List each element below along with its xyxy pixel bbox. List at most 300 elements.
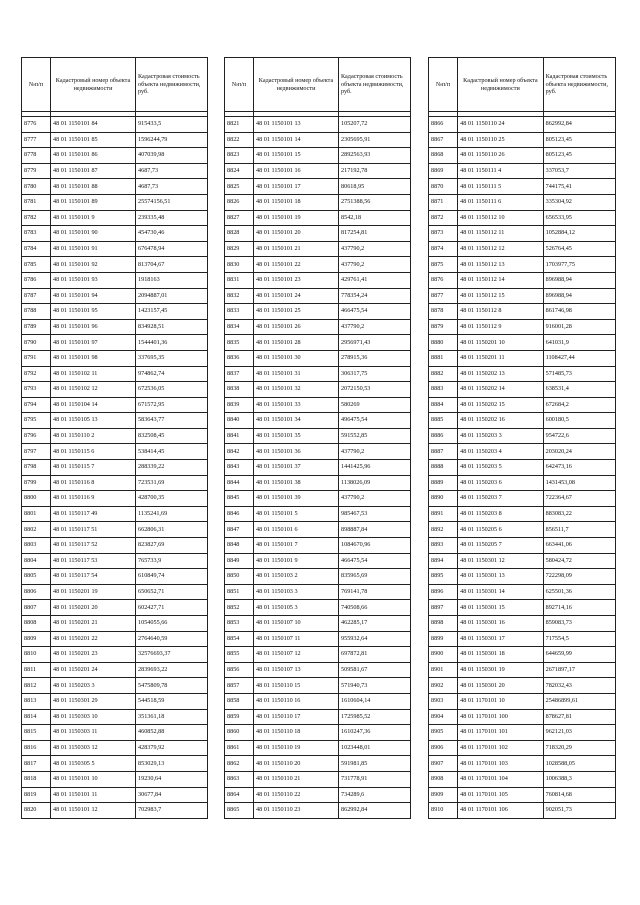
cadastral-number: 48 01 1150303 12 — [51, 740, 136, 756]
cadastral-number: 48 01 1150202 16 — [458, 413, 543, 429]
cadastral-value: 80618,95 — [339, 179, 411, 195]
cadastral-number: 48 01 1150101 11 — [51, 787, 136, 803]
row-number: 8824 — [225, 163, 254, 179]
cadastral-number: 48 01 1150202 15 — [458, 397, 543, 413]
cadastral-value: 835965,69 — [339, 569, 411, 585]
cadastral-number: 48 01 1150101 84 — [51, 117, 136, 133]
cadastral-number: 48 01 1170101 105 — [458, 787, 543, 803]
row-number: 8883 — [429, 382, 458, 398]
cadastral-number: 48 01 1150101 95 — [51, 304, 136, 320]
cadastral-value: 30677,84 — [136, 787, 208, 803]
row-number: 8823 — [225, 148, 254, 164]
row-number: 8872 — [429, 210, 458, 226]
cadastral-number: 48 01 1150101 5 — [254, 506, 339, 522]
row-number: 8856 — [225, 662, 254, 678]
table-row — [22, 584, 208, 600]
cadastral-number: 48 01 1150112 15 — [458, 288, 543, 304]
table-row — [22, 538, 208, 554]
table-row — [429, 194, 616, 210]
cadastral-value: 203020,24 — [543, 444, 615, 460]
cadastral-number: 48 01 1150112 12 — [458, 241, 543, 257]
row-number: 8837 — [225, 366, 254, 382]
table-row — [22, 413, 208, 429]
cadastral-number: 48 01 1150101 31 — [254, 366, 339, 382]
cadastral-value: 722364,67 — [543, 491, 615, 507]
cadastral-value: 32576693,37 — [136, 647, 208, 663]
cadastral-number: 48 01 1150101 86 — [51, 148, 136, 164]
cadastral-number: 48 01 1150101 98 — [51, 350, 136, 366]
cadastral-number: 48 01 1150111 6 — [458, 194, 543, 210]
table-row — [225, 740, 411, 756]
row-number: 8857 — [225, 678, 254, 694]
header-number: №п/п — [429, 58, 458, 112]
row-number: 8864 — [225, 787, 254, 803]
cadastral-value: 437790,2 — [339, 319, 411, 335]
row-number: 8780 — [22, 179, 51, 195]
cadastral-value: 954722,6 — [543, 428, 615, 444]
table-row — [429, 522, 616, 538]
cadastral-number: 48 01 1150110 20 — [254, 756, 339, 772]
row-number: 8908 — [429, 771, 458, 787]
cadastral-value: 2839693,22 — [136, 662, 208, 678]
header-cadastral-number: Кадастровый номер объекта недвижимости — [254, 58, 339, 112]
row-number: 8902 — [429, 678, 458, 694]
cadastral-number: 48 01 1150201 22 — [51, 631, 136, 647]
table-row — [22, 194, 208, 210]
cadastral-value: 955932,64 — [339, 631, 411, 647]
table-row — [429, 631, 616, 647]
cadastral-number: 48 01 1150101 7 — [254, 538, 339, 554]
cadastral-value: 2305695,91 — [339, 132, 411, 148]
table-row — [225, 647, 411, 663]
table-row — [22, 725, 208, 741]
row-number: 8900 — [429, 647, 458, 663]
cadastral-value: 1610604,14 — [339, 693, 411, 709]
row-number: 8809 — [22, 631, 51, 647]
row-number: 8879 — [429, 319, 458, 335]
cadastral-value: 538414,45 — [136, 444, 208, 460]
cadastral-number: 48 01 1150110 24 — [458, 117, 543, 133]
table-row — [22, 522, 208, 538]
cadastral-number: 48 01 1150105 3 — [254, 600, 339, 616]
cadastral-number: 48 01 1150110 15 — [254, 678, 339, 694]
row-number: 8890 — [429, 491, 458, 507]
table-row — [22, 662, 208, 678]
row-number: 8866 — [429, 117, 458, 133]
cadastral-number: 48 01 1150101 21 — [254, 241, 339, 257]
cadastral-value: 862992,84 — [543, 117, 615, 133]
cadastral-number: 48 01 1150303 10 — [51, 709, 136, 725]
cadastral-value: 1610247,36 — [339, 725, 411, 741]
cadastral-number: 48 01 1150110 23 — [254, 803, 339, 819]
cadastral-number: 48 01 1150301 19 — [458, 662, 543, 678]
cadastral-number: 48 01 1150101 33 — [254, 397, 339, 413]
cadastral-number: 48 01 1150102 12 — [51, 382, 136, 398]
cadastral-number: 48 01 1150301 12 — [458, 553, 543, 569]
row-number: 8822 — [225, 132, 254, 148]
table-row — [22, 647, 208, 663]
cadastral-number: 48 01 1150101 19 — [254, 210, 339, 226]
row-number: 8815 — [22, 725, 51, 741]
cadastral-value: 306317,75 — [339, 366, 411, 382]
cadastral-number: 48 01 1150110 17 — [254, 709, 339, 725]
cadastral-value: 663441,06 — [543, 538, 615, 554]
cadastral-number: 48 01 1150203 6 — [458, 475, 543, 491]
cadastral-number: 48 01 1150301 29 — [51, 693, 136, 709]
row-number: 8844 — [225, 475, 254, 491]
cadastral-value: 8542,18 — [339, 210, 411, 226]
cadastral-number: 48 01 1150201 23 — [51, 647, 136, 663]
cadastral-value: 717554,5 — [543, 631, 615, 647]
table-row — [225, 506, 411, 522]
row-number: 8782 — [22, 210, 51, 226]
cadastral-value: 883083,22 — [543, 506, 615, 522]
table-row — [429, 304, 616, 320]
row-number: 8798 — [22, 460, 51, 476]
row-number: 8858 — [225, 693, 254, 709]
cadastral-value: 718320,29 — [543, 740, 615, 756]
row-number: 8910 — [429, 803, 458, 819]
cadastral-number: 48 01 1150110 18 — [254, 725, 339, 741]
table-row — [429, 257, 616, 273]
cadastral-number: 48 01 1150101 16 — [254, 163, 339, 179]
cadastral-value: 437790,2 — [339, 491, 411, 507]
table-row — [429, 491, 616, 507]
row-number: 8876 — [429, 272, 458, 288]
table-row — [429, 163, 616, 179]
table-row — [22, 569, 208, 585]
row-number: 8834 — [225, 319, 254, 335]
cadastral-value: 217192,78 — [339, 163, 411, 179]
cadastral-value: 1725985,52 — [339, 709, 411, 725]
table-row — [225, 553, 411, 569]
cadastral-value: 805123,45 — [543, 148, 615, 164]
row-number: 8802 — [22, 522, 51, 538]
cadastral-number: 48 01 1150203 5 — [458, 460, 543, 476]
table-row — [225, 491, 411, 507]
table-row — [225, 382, 411, 398]
row-number: 8796 — [22, 428, 51, 444]
cadastral-value: 856511,7 — [543, 522, 615, 538]
row-number: 8904 — [429, 709, 458, 725]
table-row — [225, 460, 411, 476]
cadastral-number: 48 01 1150101 35 — [254, 428, 339, 444]
table-row — [22, 382, 208, 398]
table-row — [429, 756, 616, 772]
row-number: 8852 — [225, 600, 254, 616]
cadastral-value: 778354,24 — [339, 288, 411, 304]
row-number: 8901 — [429, 662, 458, 678]
row-number: 8903 — [429, 693, 458, 709]
cadastral-value: 2956971,43 — [339, 335, 411, 351]
cadastral-number: 48 01 1150101 36 — [254, 444, 339, 460]
row-number: 8896 — [429, 584, 458, 600]
row-number: 8821 — [225, 117, 254, 133]
row-number: 8805 — [22, 569, 51, 585]
cadastral-value: 734289,6 — [339, 787, 411, 803]
cadastral-number: 48 01 1150101 10 — [51, 771, 136, 787]
row-number: 8818 — [22, 771, 51, 787]
table-row — [429, 335, 616, 351]
cadastral-number: 48 01 1150203 8 — [458, 506, 543, 522]
row-number: 8797 — [22, 444, 51, 460]
cadastral-number: 48 01 1150101 32 — [254, 382, 339, 398]
row-number: 8826 — [225, 194, 254, 210]
row-number: 8877 — [429, 288, 458, 304]
table-row — [429, 179, 616, 195]
row-number: 8843 — [225, 460, 254, 476]
cadastral-value: 2751388,56 — [339, 194, 411, 210]
cadastral-number: 48 01 1150101 24 — [254, 288, 339, 304]
cadastral-value: 2764640,59 — [136, 631, 208, 647]
row-number: 8827 — [225, 210, 254, 226]
cadastral-value: 832508,45 — [136, 428, 208, 444]
row-number: 8909 — [429, 787, 458, 803]
cadastral-value: 610849,74 — [136, 569, 208, 585]
row-number: 8817 — [22, 756, 51, 772]
cadastral-number: 48 01 1150112 9 — [458, 319, 543, 335]
cadastral-value: 662806,31 — [136, 522, 208, 538]
cadastral-value: 335304,92 — [543, 194, 615, 210]
row-number: 8777 — [22, 132, 51, 148]
table-row — [225, 756, 411, 772]
table-row — [225, 272, 411, 288]
cadastral-value: 591981,85 — [339, 756, 411, 772]
cadastral-number: 48 01 1150205 7 — [458, 538, 543, 554]
table-row — [429, 460, 616, 476]
cadastral-value: 1544401,36 — [136, 335, 208, 351]
cadastral-value: 722298,09 — [543, 569, 615, 585]
row-number: 8871 — [429, 194, 458, 210]
table-row — [225, 709, 411, 725]
cadastral-number: 48 01 1150101 89 — [51, 194, 136, 210]
cadastral-value: 817254,81 — [339, 226, 411, 242]
table-row — [225, 631, 411, 647]
cadastral-value: 437790,2 — [339, 257, 411, 273]
cadastral-value: 580269 — [339, 397, 411, 413]
table-row — [22, 600, 208, 616]
cadastral-number: 48 01 1150101 9 — [254, 553, 339, 569]
cadastral-value: 351361,18 — [136, 709, 208, 725]
table-row — [225, 148, 411, 164]
cadastral-value: 878627,81 — [543, 709, 615, 725]
row-number: 8889 — [429, 475, 458, 491]
row-number: 8886 — [429, 428, 458, 444]
cadastral-number: 48 01 1150101 92 — [51, 257, 136, 273]
cadastral-number: 48 01 1150101 39 — [254, 491, 339, 507]
cadastral-number: 48 01 1150117 53 — [51, 553, 136, 569]
cadastral-value: 526764,45 — [543, 241, 615, 257]
row-number: 8842 — [225, 444, 254, 460]
row-number: 8789 — [22, 319, 51, 335]
cadastral-number: 48 01 1150301 18 — [458, 647, 543, 663]
table-row — [225, 584, 411, 600]
table-row — [429, 288, 616, 304]
cadastral-value: 25486899,61 — [543, 693, 615, 709]
row-number: 8801 — [22, 506, 51, 522]
row-number: 8790 — [22, 335, 51, 351]
row-number: 8786 — [22, 272, 51, 288]
row-number: 8850 — [225, 569, 254, 585]
table-row — [22, 740, 208, 756]
table-row — [22, 132, 208, 148]
cadastral-number: 48 01 1150202 14 — [458, 382, 543, 398]
row-number: 8791 — [22, 350, 51, 366]
table-row — [22, 631, 208, 647]
row-number: 8905 — [429, 725, 458, 741]
table-row — [22, 226, 208, 242]
cadastral-value: 466475,54 — [339, 553, 411, 569]
table-row — [429, 350, 616, 366]
cadastral-number: 48 01 1150117 49 — [51, 506, 136, 522]
cadastral-value: 702983,7 — [136, 803, 208, 819]
cadastral-value: 740508,66 — [339, 600, 411, 616]
cadastral-value: 892714,16 — [543, 600, 615, 616]
cadastral-value: 2094887,01 — [136, 288, 208, 304]
cadastral-value: 915433,5 — [136, 117, 208, 133]
row-number: 8792 — [22, 366, 51, 382]
cadastral-number: 48 01 1150110 2 — [51, 428, 136, 444]
row-number: 8810 — [22, 647, 51, 663]
cadastral-number: 48 01 1150101 20 — [254, 226, 339, 242]
cadastral-value: 25574156,51 — [136, 194, 208, 210]
row-number: 8870 — [429, 179, 458, 195]
cadastral-number: 48 01 1150110 21 — [254, 771, 339, 787]
row-number: 8895 — [429, 569, 458, 585]
cadastral-number: 48 01 1150203 3 — [458, 428, 543, 444]
cadastral-value: 509581,67 — [339, 662, 411, 678]
table-row — [22, 148, 208, 164]
cadastral-number: 48 01 1170101 10 — [458, 693, 543, 709]
table-row — [429, 319, 616, 335]
table-row — [22, 257, 208, 273]
cadastral-number: 48 01 1150110 26 — [458, 148, 543, 164]
registry-table-3 — [428, 57, 616, 819]
cadastral-number: 48 01 1150101 22 — [254, 257, 339, 273]
row-number: 8887 — [429, 444, 458, 460]
table-row — [429, 413, 616, 429]
cadastral-value: 744175,41 — [543, 179, 615, 195]
cadastral-number: 48 01 1150305 5 — [51, 756, 136, 772]
cadastral-value: 278915,36 — [339, 350, 411, 366]
cadastral-value: 782032,43 — [543, 678, 615, 694]
table-row — [225, 600, 411, 616]
table-row — [225, 693, 411, 709]
cadastral-number: 48 01 1150101 9 — [51, 210, 136, 226]
cadastral-value: 672536,05 — [136, 382, 208, 398]
cadastral-value: 861746,98 — [543, 304, 615, 320]
cadastral-value: 853029,13 — [136, 756, 208, 772]
table-row — [22, 366, 208, 382]
cadastral-number: 48 01 1150102 11 — [51, 366, 136, 382]
cadastral-value: 4687,73 — [136, 179, 208, 195]
cadastral-number: 48 01 1150101 93 — [51, 272, 136, 288]
table-row — [22, 210, 208, 226]
row-number: 8795 — [22, 413, 51, 429]
cadastral-value: 602427,71 — [136, 600, 208, 616]
row-number: 8873 — [429, 226, 458, 242]
cadastral-value: 288339,22 — [136, 460, 208, 476]
table-row — [225, 366, 411, 382]
row-number: 8812 — [22, 678, 51, 694]
cadastral-number: 48 01 1170101 103 — [458, 756, 543, 772]
table-row — [22, 335, 208, 351]
cadastral-number: 48 01 1150117 54 — [51, 569, 136, 585]
table-row — [429, 569, 616, 585]
cadastral-number: 48 01 1170101 104 — [458, 771, 543, 787]
cadastral-number: 48 01 1150203 4 — [458, 444, 543, 460]
cadastral-value: 437790,2 — [339, 444, 411, 460]
cadastral-number: 48 01 1150107 11 — [254, 631, 339, 647]
cadastral-value: 862992,84 — [339, 803, 411, 819]
table-row — [22, 179, 208, 195]
row-number: 8845 — [225, 491, 254, 507]
cadastral-value: 671572,95 — [136, 397, 208, 413]
cadastral-value: 1054055,66 — [136, 616, 208, 632]
table-row — [22, 709, 208, 725]
cadastral-value: 697872,81 — [339, 647, 411, 663]
cadastral-value: 902051,73 — [543, 803, 615, 819]
table-row — [225, 226, 411, 242]
table-row — [22, 616, 208, 632]
cadastral-number: 48 01 1150110 16 — [254, 693, 339, 709]
cadastral-number: 48 01 1150301 20 — [458, 678, 543, 694]
table-row — [429, 117, 616, 133]
cadastral-number: 48 01 1150107 13 — [254, 662, 339, 678]
table-row — [225, 444, 411, 460]
row-number: 8779 — [22, 163, 51, 179]
table-row — [22, 475, 208, 491]
table-row — [22, 163, 208, 179]
table-row — [22, 460, 208, 476]
row-number: 8899 — [429, 631, 458, 647]
row-number: 8868 — [429, 148, 458, 164]
cadastral-number: 48 01 1150104 14 — [51, 397, 136, 413]
table-row — [429, 241, 616, 257]
row-number: 8894 — [429, 553, 458, 569]
row-number: 8829 — [225, 241, 254, 257]
cadastral-value: 672684,2 — [543, 397, 615, 413]
table-row — [22, 491, 208, 507]
cadastral-number: 48 01 1150101 37 — [254, 460, 339, 476]
row-number: 8828 — [225, 226, 254, 242]
row-number: 8783 — [22, 226, 51, 242]
table-row — [22, 756, 208, 772]
row-number: 8788 — [22, 304, 51, 320]
cadastral-number: 48 01 1170101 101 — [458, 725, 543, 741]
cadastral-value: 625501,36 — [543, 584, 615, 600]
table-row — [429, 787, 616, 803]
row-number: 8860 — [225, 725, 254, 741]
row-number: 8862 — [225, 756, 254, 772]
cadastral-value: 765733,9 — [136, 553, 208, 569]
cadastral-value: 642473,16 — [543, 460, 615, 476]
table-row — [225, 725, 411, 741]
table-row — [429, 771, 616, 787]
table-row — [225, 662, 411, 678]
cadastral-number: 48 01 1150101 25 — [254, 304, 339, 320]
row-number: 8808 — [22, 616, 51, 632]
cadastral-value: 1441425,96 — [339, 460, 411, 476]
table-header-row — [429, 58, 616, 112]
table-row — [225, 257, 411, 273]
row-number: 8878 — [429, 304, 458, 320]
header-cadastral-value: Кадастровая стоимость объекта недвижимости, руб. — [136, 58, 208, 112]
row-number: 8785 — [22, 257, 51, 273]
cadastral-number: 48 01 1150115 6 — [51, 444, 136, 460]
cadastral-value: 5475809,78 — [136, 678, 208, 694]
table-row — [429, 600, 616, 616]
